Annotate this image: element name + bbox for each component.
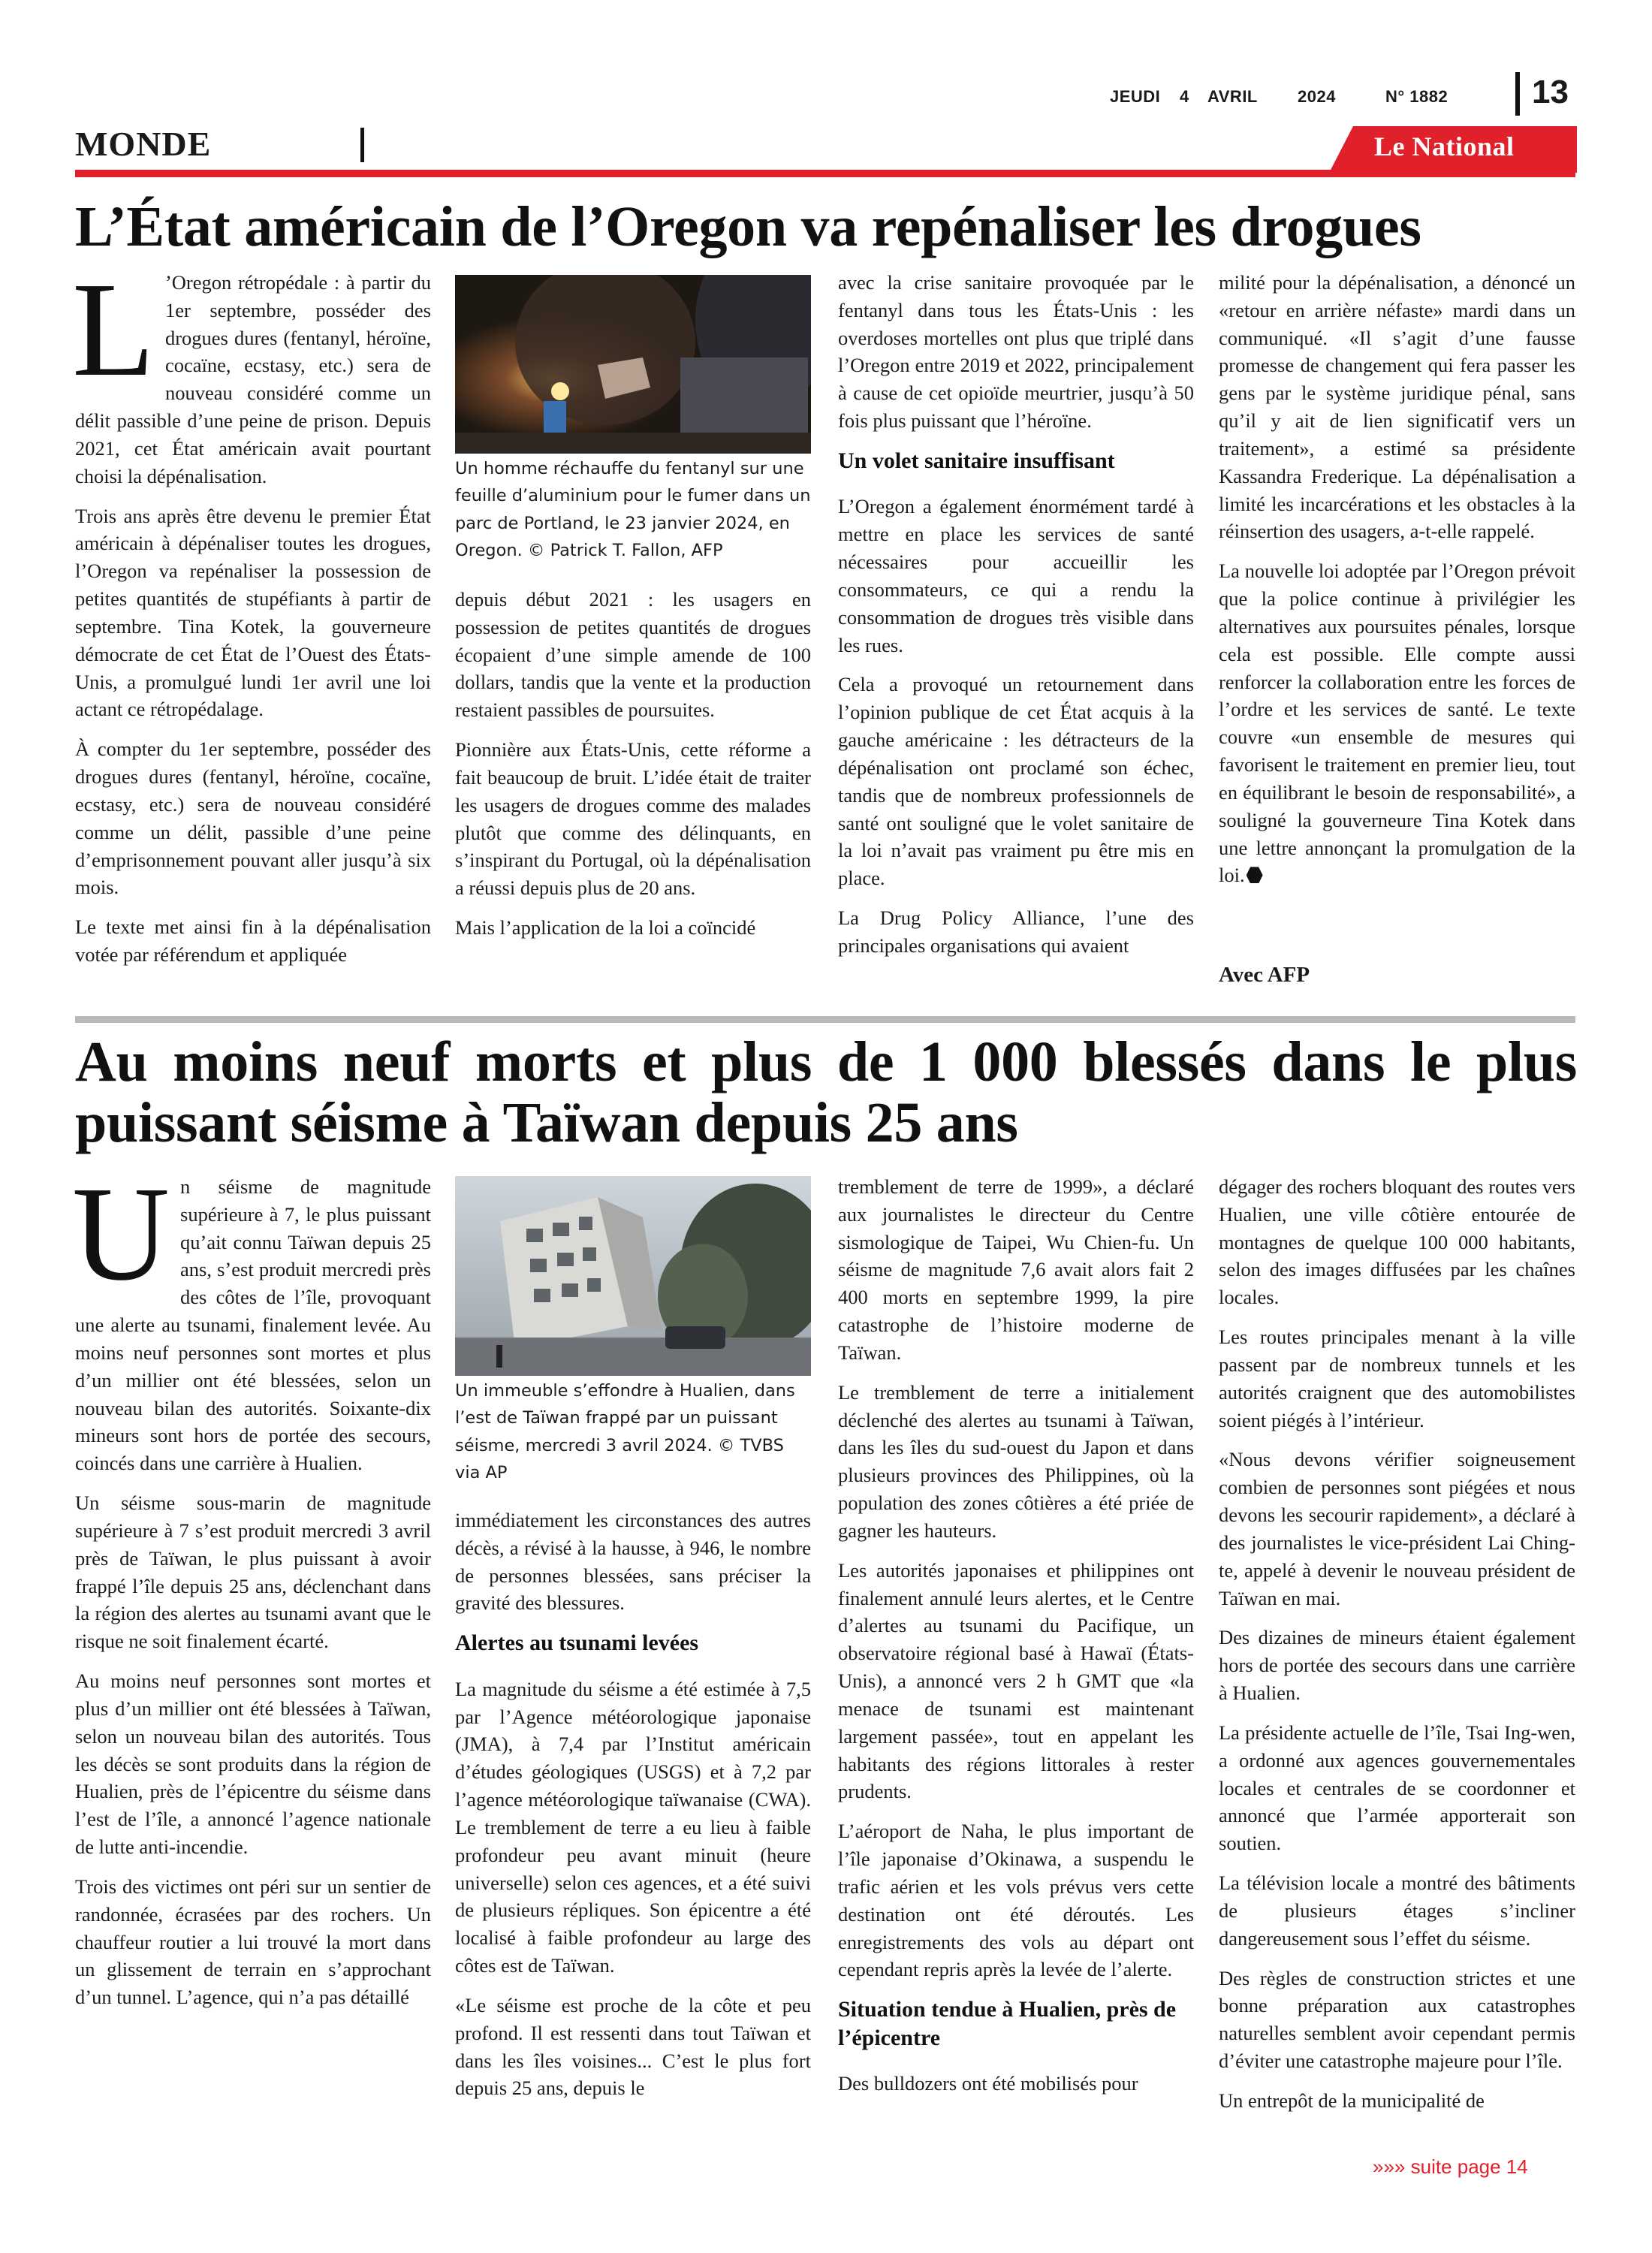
section-divider (360, 128, 364, 162)
end-of-article-icon (1247, 867, 1263, 883)
paragraph: La présidente actuelle de l’île, Tsai Ing-wen, a ordonné aux agences gouvernementales locales et centrales de se coordonner et annoncé que l’armée apporterait son soutien. (1219, 1721, 1575, 1855)
brand-name: Le National (1374, 131, 1515, 161)
subheading: Situation tendue à Hualien, près de l’épicentre (838, 1997, 1177, 2050)
header-rule (75, 170, 1575, 177)
paragraph: ’Oregon rétropédale : à partir du 1er septembre, posséder des drogues dures (fentanyl, héroïne, cocaïne, ecstasy, etc.) sera de nouveau considéré comme un délit passible d’une peine de prison. Depuis 2021, cet État américain avait pourtant choisi la dépénalisation. (75, 271, 431, 487)
paragraph: avec la crise sanitaire provoquée par le fentanyl dans tous les États-Unis : les overdoses mortelles ont plus que triplé dans l’Oregon entre 2019 et 2022, principalement à cause de cet opioïde meurtrier, jusqu’à 50 fois plus puissant que l’héroïne. (838, 271, 1194, 433)
paragraph: Les routes principales menant à la ville passent par de nombreux tunnels et les autorités craignent que des automobilistes soient piégés à l’intérieur. (1219, 1326, 1575, 1431)
paragraph: «Nous devons vérifier soigneusement combien de personnes sont piégées et nous devons les secourir rapidement», a déclaré à des journalistes le vice-président Lai Ching-te, appelé à devenir le nouveau président de Taïwan en mai. (1219, 1448, 1575, 1609)
paragraph: L’aéroport de Naha, le plus important de l’île japonaise d’Okinawa, a suspendu le trafic aérien et les vols prévus vers cette destination ont été déroutés. Les enregistrements des vols au départ ont cependant repris après la levée de l’alerte. (838, 1820, 1194, 1981)
article-credit: Avec AFP (1219, 963, 1310, 987)
article-column-1 (72, 1159, 431, 2023)
issue-number: N° 1882 (1385, 87, 1449, 106)
paragraph: La télévision locale a montré des bâtiments de plusieurs étages s’incliner dangereusement sous l’effet du séisme. (1219, 1871, 1575, 1950)
issue-date-number: 4 (1180, 87, 1189, 106)
photo-caption: Un immeuble s’effondre à Hualien, dans l’est de Taïwan frappé par un puissant séisme, mercredi 3 avril 2024. © TVBS via AP (455, 1381, 795, 1483)
page-number-divider (1515, 72, 1520, 116)
paragraph: dégager des rochers bloquant des routes vers Hualien, une ville côtière entourée de montagnes de quelque 100 000 habitants, selon des images diffusées par les chaînes locales. (1219, 1175, 1575, 1309)
paragraph: La nouvelle loi adoptée par l’Oregon prévoit que la police continue à privilégier les alternatives aux poursuites pénales, lorsque cela est possible. Elle compte aussi renforcer la collaboration entre les forces de l’ordre et les services de santé. Le texte couvre «un ensemble de mesures qui favorisent le traitement en premier lieu, tout en équilibrant le besoin de responsabilité», a souligné la gouverneure Tina Kotek dans une lettre annonçant la promulgation de la loi. (1219, 559, 1575, 887)
drop-cap: L (72, 255, 155, 404)
paragraph: Pionnière aux États-Unis, cette réforme a fait beaucoup de bruit. L’idée était de traiter les usagers de drogues comme des malades plutôt que comme des délinquants, en s’inspirant du Portugal, où la dépénalisation a réussi depuis plus de 20 ans. (455, 738, 811, 900)
paragraph: Trois ans après être devenu le premier État américain à dépénaliser toutes les drogues, l’Oregon va repénaliser la possession de petites quantités de stupéfiants à partir de septembre. Tina Kotek, la gouverneure démocrate de cet État de l’Ouest des États-Unis, a promulgué lundi 1er avril une loi actant ce rétropédalage. (75, 504, 431, 721)
article-headline: L’État américain de l’Oregon va repénaliser les drogues (75, 195, 1421, 258)
paragraph: immédiatement les circonstances des autres décès, a révisé à la hausse, à 946, le nombre de personnes blessées, sans préciser la gravité des blessures. (455, 1509, 811, 1615)
page-number: 13 (1532, 74, 1569, 110)
paragraph: Des dizaines de mineurs étaient également hors de portée des secours dans une carrière à Hualien. (1219, 1626, 1575, 1705)
article-column-3 (838, 269, 1194, 972)
article-column-4 (1219, 269, 1575, 901)
paragraph: Le texte met ainsi fin à la dépénalisation votée par référendum et appliquée (75, 915, 431, 967)
paragraph: Trois des victimes ont péri sur un sentier de randonnée, écrasées par des rochers. Un chauffeur routier a lui trouvé la mort dans un glissement de terrain en s’approchant d’un tunnel. L’agence, qui n’a pas détaillé (75, 1874, 431, 2009)
issue-date-year: 2024 (1298, 87, 1336, 106)
continued-on-page-link[interactable]: »»» suite page 14 (1373, 2155, 1528, 2178)
paragraph: Cela a provoqué un retournement dans l’opinion publique de cet État acquis à la gauche américaine : les détracteurs de la dépénalisation ont proclamé son échec, tandis que de nombreux professionnels de santé ont souligné que le volet sanitaire de la loi n’avait pas vraiment pu être mis en place. (838, 673, 1194, 890)
paragraph: Mais l’application de la loi a coïncidé (455, 916, 756, 940)
article-column-2 (455, 586, 811, 954)
issue-date-day: JEUDI (1110, 87, 1161, 106)
paragraph: À compter du 1er septembre, posséder des drogues dures (fentanyl, héroïne, cocaïne, ecstasy, etc.) sera de nouveau considéré comme un délit, passible d’une peine d’emprisonnement pouvant aller jusqu’à six mois. (75, 737, 431, 899)
paragraph: tremblement de terre de 1999», a déclaré aux journalistes le directeur du Centre sismologique de Taipei, Wu Chien-fu. Un séisme de magnitude 7,6 avait alors fait 2 400 morts en septembre 1999, la pire catastrophe de l’histoire moderne de Taïwan. (838, 1175, 1194, 1364)
paragraph: depuis début 2021 : les usagers en possession de petites quantités de drogues écopaient d’une simple amende de 100 dollars, tandis que la vente et la production restaient passibles de poursuites. (455, 588, 811, 722)
paragraph: Un séisme sous-marin de magnitude supérieure à 7 s’est produit mercredi 3 avril près de Taïwan, le plus puissant à avoir frappé l’île depuis 25 ans, déclenchant dans la région des alertes au tsunami avant que le risque ne soit finalement écarté. (75, 1491, 431, 1653)
paragraph: Des règles de construction strictes et une bonne préparation aux catastrophes naturelles semblent avoir cependant permis d’éviter une catastrophe majeure pour l’île. (1219, 1966, 1575, 2073)
paragraph: «Le séisme est proche de la côte et peu profond. Il est ressenti dans tout Taïwan et dans les îles voisines... C’est le plus fort depuis 25 ans, depuis le (455, 1993, 811, 2100)
paragraph: Le tremblement de terre a initialement déclenché des alertes au tsunami à Taïwan, dans les îles du sud-ouest du Japon et dans plusieurs provinces des Philippines, où la population des zones côtières a été priée de gagner les hauteurs. (838, 1380, 1194, 1542)
article-headline: Au moins neuf morts et plus de 1 000 blessés dans le plus puissant séisme à Taïwan depuis 25 ans (75, 1030, 1577, 1154)
issue-date-month: AVRIL (1207, 87, 1258, 106)
paragraph: La Drug Policy Alliance, l’une des principales organisations qui avaient (838, 906, 1194, 957)
article-column-2 (455, 1507, 811, 2114)
article-column-3 (838, 1173, 1194, 2110)
paragraph: La magnitude du séisme a été estimée à 7,5 par l’Agence météorologique japonaise (JMA), à 7,4 par l’Institut américain d’études géologiques (USGS) et à 7,2 par l’agence météorologique taïwanaise (CWA). Le tremblement de terre a eu lieu à faible profondeur peu avant minuit (heure universelle) selon ces agences, et a été suivi de plusieurs répliques. Son épicentre a été localisé à faible profondeur au large des côtes est de Taïwan. (455, 1677, 811, 1977)
subheading: Alertes au tsunami levées (455, 1630, 699, 1656)
paragraph: Au moins neuf personnes sont mortes et plus d’un millier ont été blessées à Taïwan, selon un nouveau bilan des autorités. Tous les décès se sont produits dans la région de Hualien, près de l’épicentre du séisme dans l’est de l’île, a annoncé l’agence nationale de lutte anti-incendie. (75, 1669, 431, 1859)
photo-caption: Un homme réchauffe du fentanyl sur une feuille d’aluminium pour le fumer dans un parc de Portland, le 23 janvier 2024, en Oregon. © Patrick T. Fallon, AFP (455, 459, 811, 561)
paragraph: milité pour la dépénalisation, a dénoncé un «retour en arrière néfaste» mardi dans un communiqué. «Il s’agit d’une fausse promesse de changement qui fera passer les gens par le système juridique pénal, sans qu’il y ait de lien significatif vers un traitement», a estimé sa présidente Kassandra Frederique. La dépénalisation a limité les incarcérations et les obstacles à la réinsertion des usagers, a-t-elle rappelé. (1219, 271, 1575, 543)
paragraph: Des bulldozers ont été mobilisés pour (838, 2072, 1138, 2095)
article-photo-collapsed-building (455, 1176, 811, 1376)
article-separator (75, 1016, 1575, 1023)
article-photo-fentanyl (455, 275, 811, 454)
paragraph: n séisme de magnitude supérieure à 7, le plus puissant qu’ait connu Taïwan depuis 25 ans, s’est produit mercredi près des côtes de l’île, provoquant une alerte au tsunami, finalement levée. Au moins neuf personnes sont mortes et plus d’un millier ont été blessées, selon un nouveau bilan des autorités. Soixante-dix mineurs sont hors de portée des secours, coincés dans une carrière à Hualien. (75, 1175, 431, 1475)
article-column-1 (72, 255, 431, 981)
paragraph: L’Oregon a également énormément tardé à mettre en place les services de santé nécessaires pour accueillir les consommateurs, ce qui a rendu la consommation de drogues très visible dans les rues. (838, 495, 1194, 656)
article-column-4 (1219, 1173, 1575, 2127)
drop-cap: U (72, 1159, 170, 1308)
paragraph: Un entrepôt de la municipalité de (1219, 2089, 1485, 2112)
subheading: Un volet sanitaire insuffisant (838, 448, 1115, 473)
section-title: MONDE (75, 125, 212, 163)
paragraph: Les autorités japonaises et philippines ont finalement annulé leurs alertes, et le Centre d’alertes au tsunami du Pacifique, un observatoire régional basé à Hawaï (États-Unis), a annoncé vers 2 h GMT que «la menace de tsunami est maintenant largement passée», tout en appelant les habitants des régions littorales à rester prudents. (838, 1558, 1194, 1803)
